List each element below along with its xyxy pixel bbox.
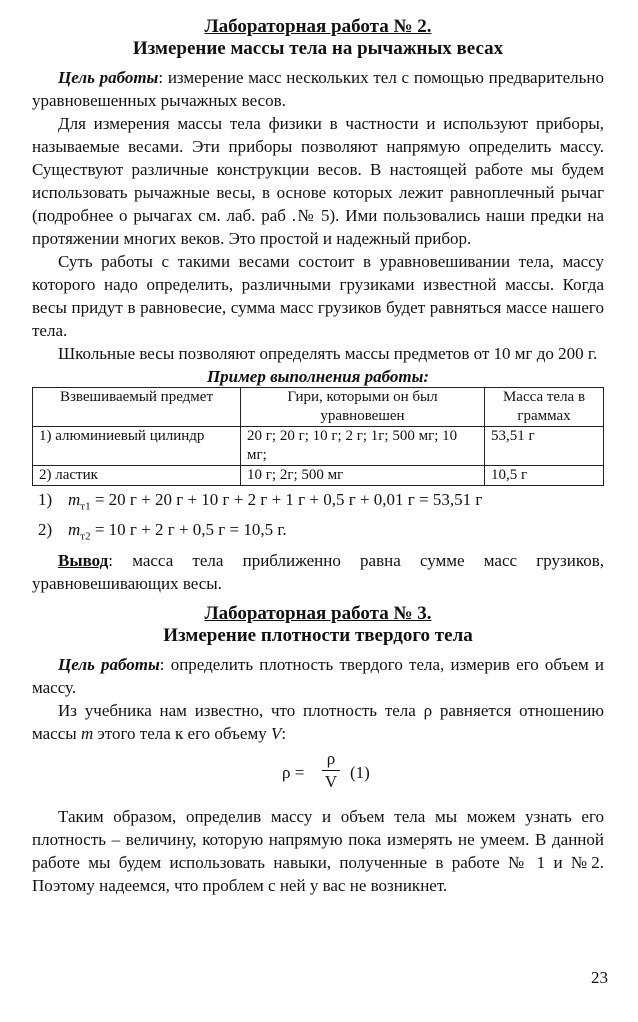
page-number: 23 — [591, 968, 608, 987]
table-header-cell: Гири, которыми он был уравновешен — [241, 388, 485, 427]
intro-volume-symbol: V — [270, 723, 282, 743]
formula-expression: = 20 г + 20 г + 10 г + 2 г + 1 г + 0,5 г + 0,01 г = 53,51 г — [90, 490, 483, 509]
lab2-paragraph-1: Для измерения массы тела физики в частности и используют приборы, называемые весами. Эти приборы позволяют напрямую определить массу. Существуют различные конструкции весов. В настоящей работе мы будем использовать рычажные весы, в основе которых лежит равноплечный рычаг (подробнее о рычагах см. лаб. раб .№ 5). Ими пользовались наши предки на протяжении многих веков. Это простой и надежный прибор. — [32, 114, 604, 248]
lab2-goal — [32, 66, 604, 112]
table-cell: 1) алюминиевый цилиндр — [33, 427, 241, 466]
table-cell: 10 г; 2г; 500 мг — [241, 466, 485, 486]
formula-lhs: ρ = — [282, 762, 305, 782]
fraction-denominator: V — [324, 771, 338, 791]
formula-fraction — [322, 749, 340, 792]
lab3-title: Лабораторная работа № 3. — [204, 602, 432, 624]
formula-symbol: m — [68, 520, 81, 540]
intro-text-b: этого тела к его объему — [93, 723, 271, 743]
lab2-title: Лабораторная работа № 2. — [204, 16, 432, 37]
lab3-goal-text: : определить плотность твердого тела, измерив его объем и массу. — [32, 654, 604, 697]
table-caption: Пример выполнения работы: — [206, 367, 430, 386]
density-formula — [32, 749, 604, 799]
lab3-goal — [32, 653, 604, 699]
lab3-subtitle: Измерение плотности твердого тела — [163, 624, 473, 646]
results-table — [32, 387, 604, 486]
table-cell: 53,51 г — [485, 427, 604, 466]
formula-expression: = 10 г + 2 г + 0,5 г = 10,5 г. — [90, 520, 287, 540]
table-header-row — [33, 388, 604, 427]
table-row — [33, 427, 604, 466]
equation-number: (1) — [350, 762, 370, 782]
intro-text-a: Из учебника нам известно, что плотность тела ρ равняется отношению массы — [32, 700, 604, 743]
table-cell: 10,5 г — [485, 466, 604, 486]
lab2-paragraph-3: Школьные весы позволяют определять массы предметов от 10 мг до 200 г. — [58, 344, 598, 363]
lab2-conclusion — [32, 549, 604, 595]
lab2-goal-label: Цель работы — [58, 68, 159, 87]
table-cell: 20 г; 20 г; 10 г; 2 г; 1г; 500 мг; 10 мг; — [241, 427, 485, 466]
lab2-goal-text: : измерение масс нескольких тел с помощью предварительно уравновешенных рычажных весов. — [32, 68, 604, 110]
fraction-numerator: ρ — [326, 748, 336, 768]
formula-2 — [32, 518, 604, 548]
formula-subscript: т2 — [80, 530, 91, 543]
table-header-cell: Масса тела в граммах — [485, 388, 604, 427]
lab3-section — [32, 603, 604, 897]
conclusion-label: Вывод — [58, 550, 109, 570]
lab3-paragraph-final: Таким образом, определив массу и объем тела мы можем узнать его плотность – величину, которую напрямую пока измерять не умеем. В данной работе мы будем использовать навыки, полученные в работе № 1 и №2. Поэтому надеемся, что проблем с ней у вас не возникнет. — [32, 806, 604, 895]
lab3-intro — [32, 699, 604, 745]
conclusion-text: : масса тела приближенно равна сумме масс грузиков, уравновешивающих весы. — [32, 550, 604, 593]
formula-subscript: т1 — [80, 500, 91, 513]
formula-symbol: m — [68, 490, 81, 509]
formula-1 — [32, 488, 604, 518]
formula-number: 1) — [38, 490, 53, 509]
page — [32, 16, 604, 897]
table-row — [33, 466, 604, 486]
formula-number: 2) — [38, 520, 53, 540]
table-header-cell: Взвешиваемый предмет — [33, 388, 241, 427]
lab3-goal-label: Цель работы — [58, 654, 160, 674]
lab2-subtitle: Измерение массы тела на рычажных весах — [132, 38, 504, 59]
fraction-line — [322, 770, 340, 771]
table-cell: 2) ластик — [33, 466, 241, 486]
intro-mass-symbol: m — [80, 723, 94, 743]
lab2-paragraph-2: Суть работы с такими весами состоит в уравновешивании тела, массу которого надо определить, различными грузиками известной массы. Когда весы придут в равновесие, сумма масс грузиков будет равняться массе нашего тела. — [32, 252, 604, 340]
intro-text-c: : — [281, 723, 287, 743]
